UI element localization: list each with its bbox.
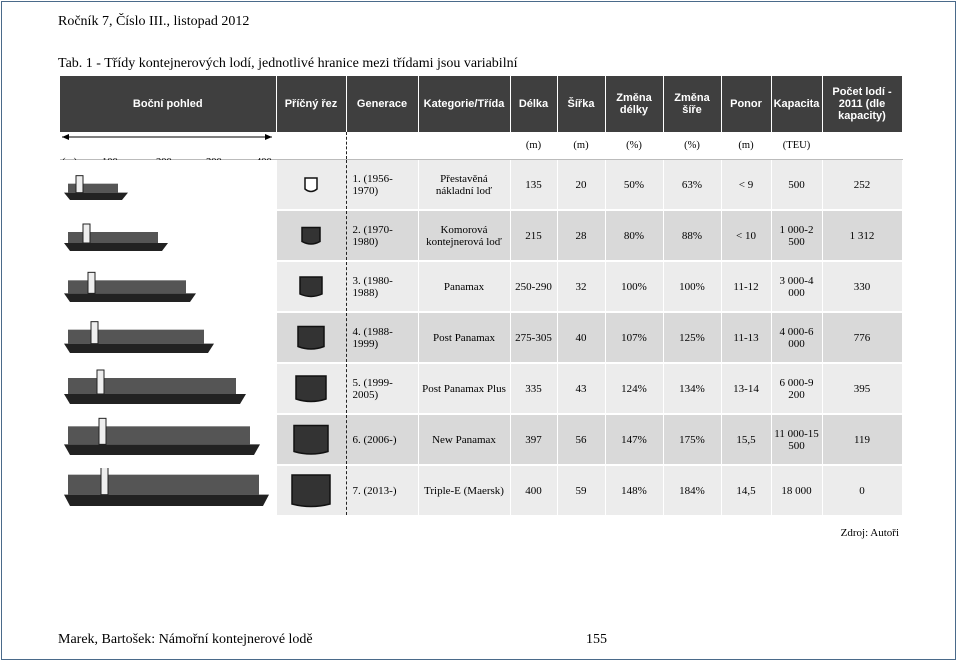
cell-length-change: 50% — [605, 160, 663, 211]
cell-category: Komorová kontejnerová loď — [418, 210, 510, 261]
cell-width: 32 — [557, 261, 605, 312]
cell-draft: 11-13 — [721, 312, 771, 363]
unit-draft: (m) — [721, 132, 771, 160]
cell-capacity: 1 000-2 500 — [771, 210, 822, 261]
ship-side-view-icon — [64, 468, 276, 514]
cell-draft: 13-14 — [721, 363, 771, 414]
table-row — [60, 363, 902, 414]
cell-length: 275-305 — [510, 312, 557, 363]
table-row — [60, 465, 902, 516]
col-length-change: Změna délky — [605, 76, 663, 132]
cell-ship-count: 395 — [822, 363, 902, 414]
units-row — [60, 132, 902, 160]
cell-draft: < 10 — [721, 210, 771, 261]
cell-ship-count: 0 — [822, 465, 902, 516]
page-header: Ročník 7, Číslo III., listopad 2012 — [58, 14, 250, 29]
ship-side-view-icon — [64, 162, 276, 208]
cell-draft: 15,5 — [721, 414, 771, 465]
col-cross-section: Příčný řez — [276, 76, 346, 132]
cell-length-change: 107% — [605, 312, 663, 363]
col-generation: Generace — [346, 76, 418, 132]
table-caption: Tab. 1 - Třídy kontejnerových lodí, jednotlivé hranice mezi třídami jsou variabilní — [58, 56, 518, 71]
cell-width-change: 100% — [663, 261, 721, 312]
cell-ship-count: 330 — [822, 261, 902, 312]
table-row — [60, 312, 902, 363]
cell-generation: 5. (1999-2005) — [346, 363, 418, 414]
cell-length: 397 — [510, 414, 557, 465]
ship-cross-section-icon — [289, 315, 333, 361]
table-row — [60, 160, 902, 211]
cell-length: 135 — [510, 160, 557, 211]
cell-category: Přestavěná nákladní loď — [418, 160, 510, 211]
cell-generation: 4. (1988-1999) — [346, 312, 418, 363]
cell-category: Post Panamax — [418, 312, 510, 363]
scale-arrow — [60, 132, 276, 159]
cell-capacity: 18 000 — [771, 465, 822, 516]
cell-width-change: 125% — [663, 312, 721, 363]
cell-generation: 1. (1956-1970) — [346, 160, 418, 211]
unit-length-change: (%) — [605, 132, 663, 160]
cell-length: 335 — [510, 363, 557, 414]
page-number: 155 — [586, 632, 607, 647]
cell-generation: 7. (2013-) — [346, 465, 418, 516]
cell-capacity: 11 000-15 500 — [771, 414, 822, 465]
ship-classes-table — [60, 76, 902, 521]
cell-length-change: 148% — [605, 465, 663, 516]
cell-width-change: 88% — [663, 210, 721, 261]
length-scale — [60, 132, 276, 159]
table-row — [60, 261, 902, 312]
cell-width-change: 184% — [663, 465, 721, 516]
ship-side-view-icon — [64, 213, 276, 259]
cell-width: 56 — [557, 414, 605, 465]
cell-generation: 3. (1980-1988) — [346, 261, 418, 312]
col-ship-count: Počet lodí - 2011 (dle kapacity) — [822, 76, 902, 132]
ship-side-view-icon — [64, 417, 276, 463]
ship-cross-section-icon — [289, 213, 333, 259]
col-length: Délka — [510, 76, 557, 132]
ship-side-view-icon — [64, 315, 276, 361]
cell-capacity: 6 000-9 200 — [771, 363, 822, 414]
col-side-view: Boční pohled — [60, 76, 276, 132]
cell-width: 28 — [557, 210, 605, 261]
header-row — [60, 76, 902, 132]
unit-width-change: (%) — [663, 132, 721, 160]
source-note: Zdroj: Autoři — [840, 527, 899, 539]
ship-side-view-icon — [64, 366, 276, 412]
cell-category: Panamax — [418, 261, 510, 312]
cell-length-change: 100% — [605, 261, 663, 312]
cell-draft: 14,5 — [721, 465, 771, 516]
cell-category: New Panamax — [418, 414, 510, 465]
cell-length-change: 147% — [605, 414, 663, 465]
cell-ship-count: 252 — [822, 160, 902, 211]
ship-cross-section-icon — [289, 264, 333, 310]
cell-width-change: 63% — [663, 160, 721, 211]
unit-capacity: (TEU) — [771, 132, 822, 160]
col-category: Kategorie/Třída — [418, 76, 510, 132]
cell-length-change: 124% — [605, 363, 663, 414]
cell-capacity: 500 — [771, 160, 822, 211]
cell-width-change: 134% — [663, 363, 721, 414]
cell-category: Triple-E (Maersk) — [418, 465, 510, 516]
ship-cross-section-icon — [289, 417, 333, 463]
cell-length: 250-290 — [510, 261, 557, 312]
cell-draft: < 9 — [721, 160, 771, 211]
unit-width: (m) — [557, 132, 605, 160]
cell-generation: 6. (2006-) — [346, 414, 418, 465]
cell-length: 400 — [510, 465, 557, 516]
ship-cross-section-icon — [289, 366, 333, 412]
cell-width: 59 — [557, 465, 605, 516]
cell-ship-count: 776 — [822, 312, 902, 363]
ship-cross-section-icon — [289, 468, 333, 514]
cell-width: 40 — [557, 312, 605, 363]
cell-ship-count: 119 — [822, 414, 902, 465]
cell-generation: 2. (1970-1980) — [346, 210, 418, 261]
cell-ship-count: 1 312 — [822, 210, 902, 261]
ship-side-view-icon — [64, 264, 276, 310]
cell-width-change: 175% — [663, 414, 721, 465]
table-row — [60, 210, 902, 261]
cell-length-change: 80% — [605, 210, 663, 261]
cell-category: Post Panamax Plus — [418, 363, 510, 414]
cell-capacity: 4 000-6 000 — [771, 312, 822, 363]
table-row — [60, 414, 902, 465]
col-width: Šířka — [557, 76, 605, 132]
col-capacity: Kapacita — [771, 76, 822, 132]
cell-capacity: 3 000-4 000 — [771, 261, 822, 312]
col-width-change: Změna šíře — [663, 76, 721, 132]
cell-width: 43 — [557, 363, 605, 414]
footer-authors: Marek, Bartošek: Námořní kontejnerové lodě — [58, 632, 313, 647]
cell-length: 215 — [510, 210, 557, 261]
col-draft: Ponor — [721, 76, 771, 132]
cell-width: 20 — [557, 160, 605, 211]
unit-length: (m) — [510, 132, 557, 160]
cell-draft: 11-12 — [721, 261, 771, 312]
ship-cross-section-icon — [289, 162, 333, 208]
